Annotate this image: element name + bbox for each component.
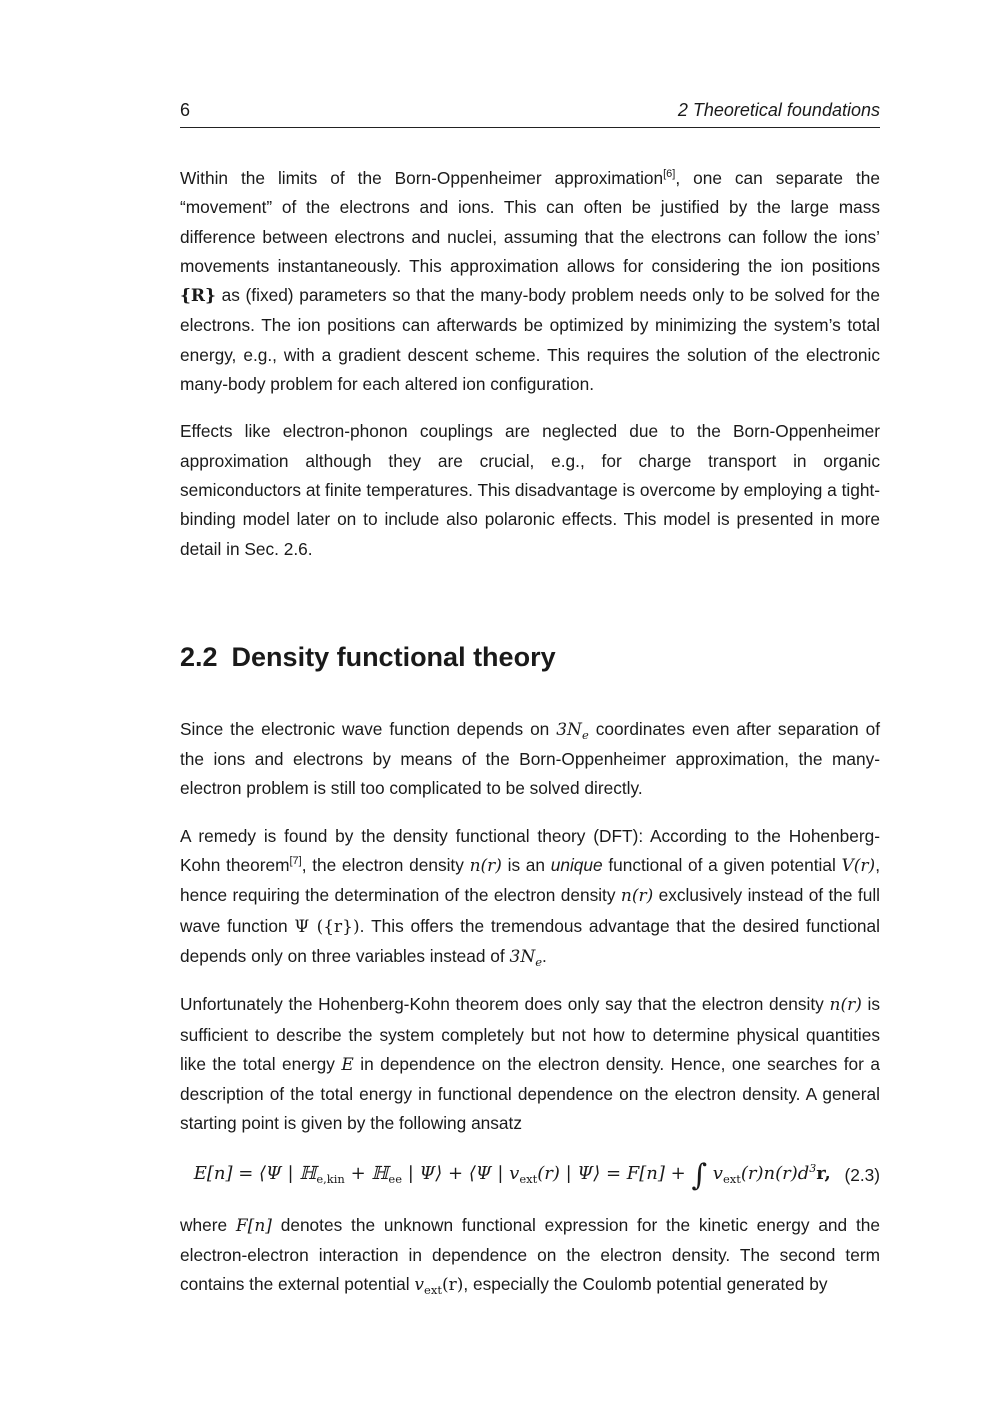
equation-number: (2.3) (844, 1165, 880, 1186)
equation-body: E[n] = ⟨Ψ | ℍ$_{e,kin}$ + ℍ$_{ee}$ | Ψ⟩ + ⟨Ψ | $v_{ext}(r)$ | Ψ⟩ = F[n] + ∫ $v_{ext}(r)n(r)d^3r$, (193, 1158, 831, 1194)
chapter-title: 2 Theoretical foundations (677, 100, 880, 120)
math-3ne: $3N_e$ (509, 946, 543, 969)
page-body (180, 100, 880, 1301)
citation-7[interactable]: [7] (289, 855, 302, 868)
math-external-potential: $v_{ext}(r)$ (414, 1275, 464, 1298)
math-potential: V(r) (841, 856, 876, 877)
math-energy: E (341, 1054, 354, 1075)
emphasis-unique: unique (550, 855, 603, 876)
math-density: n(r) (469, 856, 502, 877)
citation-6[interactable]: [6] (663, 168, 676, 180)
section-title: Density functional theory (231, 641, 556, 672)
math-ion-positions: {R} (180, 286, 216, 307)
section-heading (180, 642, 880, 673)
paragraph-dft-remedy: A remedy is found by the density functional theory (DFT): According to the Hohenberg-Kohn theorem[7], the electron density n(r) is an unique functional of a given potential V(r), hence requiring the determination of the electron density n(r) exclusively instead of the full wave function Ψ ({r}). This offers the tremendous advantage that the desired functional depends only on three variables instead of $3N_e$. (180, 825, 881, 969)
math-density: n(r) (829, 995, 862, 1016)
math-wave-function: Ψ ({r}) (294, 916, 360, 937)
math-density: n(r) (620, 886, 654, 907)
paragraph-functional: where F[n] denotes the unknown functional expression for the kinetic energy and the electron-electron interaction in dependence on the electron density. The second term contains the external potential $v_{ext}(r)$, especially the Coulomb potential generated by (180, 1214, 880, 1298)
paragraph-electron-phonon: Effects like electron-phonon couplings are neglected due to the Born-Oppenheimer approximation although they are crucial, e.g., for charge transport in organic semiconductors at finite temperatures. This disadvantage is overcome by employing a tight-binding model later on to include also polaronic effects. This model is presented in more detail in Sec. 2.6. (180, 421, 880, 559)
equation-2-3 (180, 1153, 880, 1199)
running-header (180, 100, 880, 128)
math-3ne: $3N_e$ (556, 719, 589, 742)
paragraph-wave-function: Since the electronic wave function depends on $3N_e$ coordinates even after separation of the ions and electrons by means of the Born-Oppenheimer approximation, the many-electron problem is still too complicated to be solved directly. (180, 718, 880, 799)
page-number: 6 (180, 100, 191, 120)
math-functional: F[n] (235, 1215, 272, 1236)
section-number: 2.2 (180, 641, 218, 672)
paragraph-born-oppenheimer: Within the limits of the Born-Oppenheimer approximation[6], one can separate the “movement” of the electrons and ions. This can often be justified by the large mass difference between electrons and nuclei, assuming that the electrons can follow the ions’ movements instantaneously. This approximation allows for considering the ion positions {R} as (fixed) parameters so that the many-body problem needs only to be solved for the electrons. The ion positions can afterwards be optimized by minimizing the system’s total energy, e.g., with a gradient descent scheme. This requires the solution of the electronic many-body problem for each altered ion configuration. (180, 168, 880, 395)
paragraph-hohenberg-kohn: Unfortunately the Hohenberg-Kohn theorem does only say that the electron density n(r) is sufficient to describe the system completely but not how to determine physical quantities like the total energy E in dependence on the electron density. Hence, one searches for a description of the total energy in functional dependence on the electron density. A general starting point is given by the following ansatz (180, 994, 881, 1134)
